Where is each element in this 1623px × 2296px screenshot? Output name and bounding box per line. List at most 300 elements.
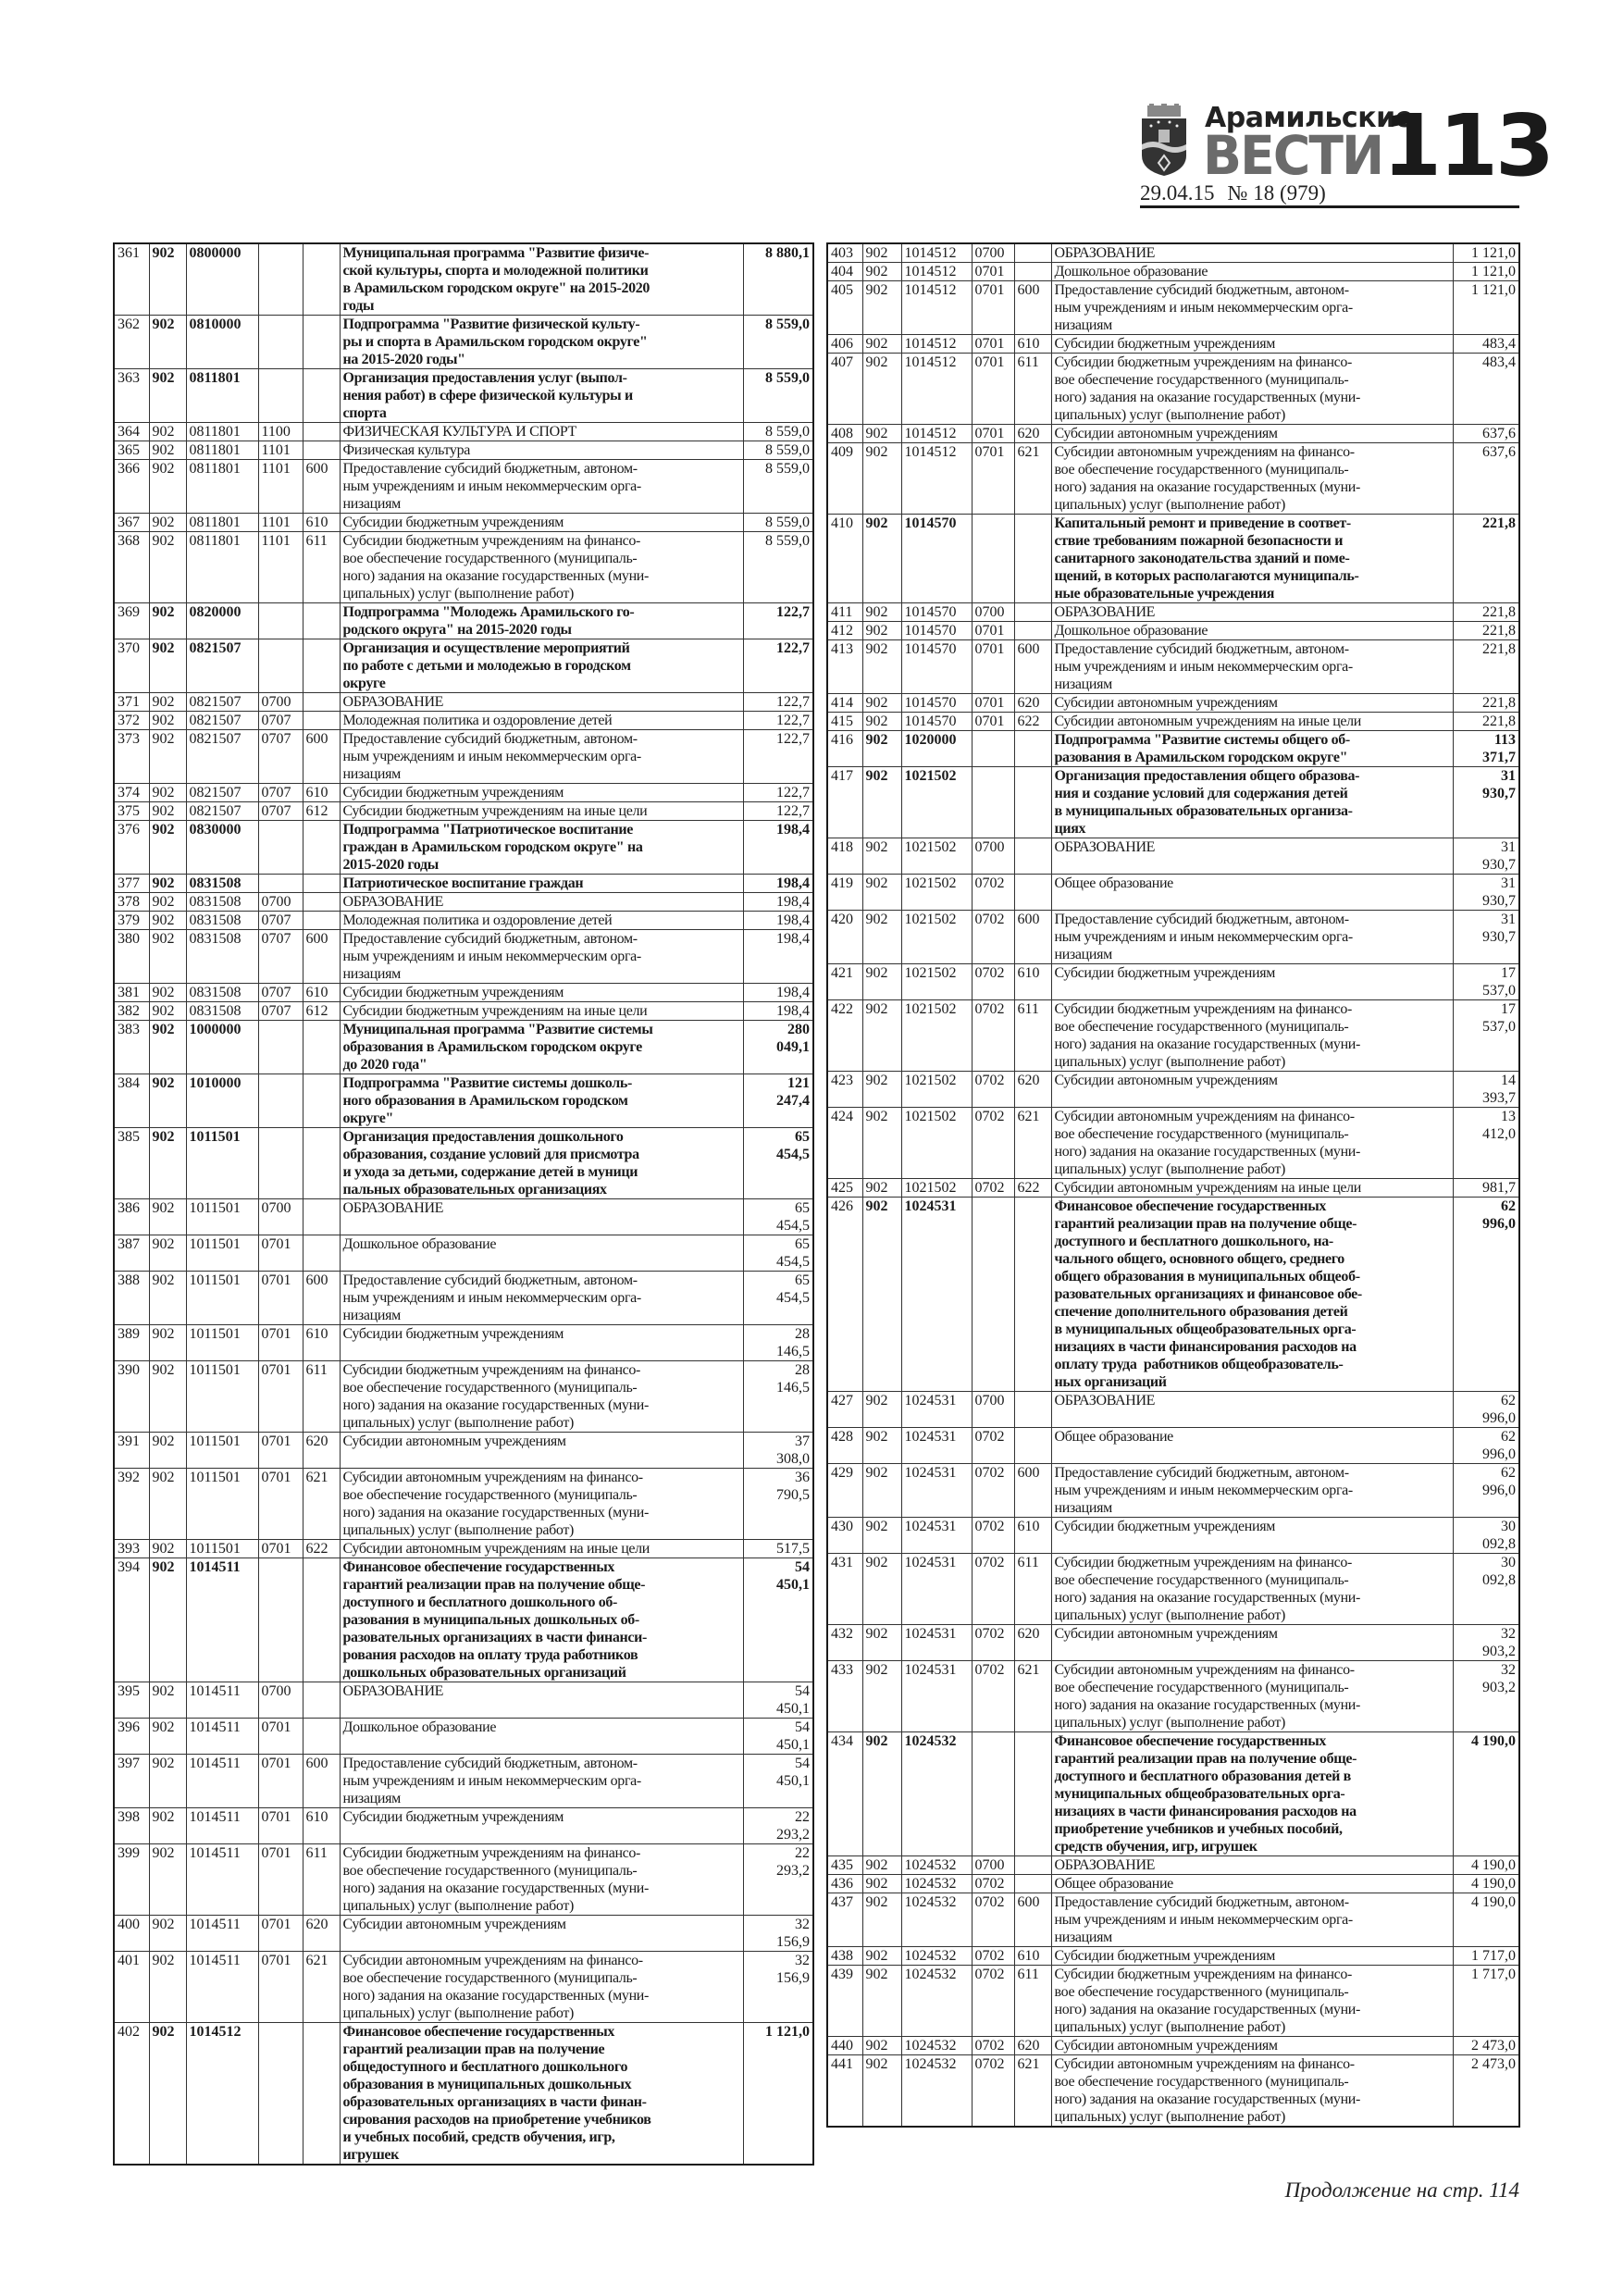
table-row — [114, 893, 813, 912]
target-code: 1011501 — [186, 1272, 258, 1325]
description: Организация предоставления дошкольного образования, создание условий для присмотра и ухода за детьми, содержание детей в муници пальных образовательных организациях — [340, 1128, 743, 1199]
table-row — [114, 802, 813, 821]
target-code: 1014512 — [901, 335, 972, 354]
expense-type — [1014, 1198, 1051, 1392]
section-code: 0701 — [258, 1469, 303, 1540]
admin-code: 902 — [862, 2055, 901, 2128]
amount: 22 293,2 — [743, 1808, 813, 1844]
row-number: 362 — [114, 316, 149, 369]
amount: 280 049,1 — [743, 1021, 813, 1074]
section-code — [972, 731, 1014, 767]
description: Субсидии автономным учреждениям на иные цели — [1051, 713, 1453, 731]
description: Муниципальная программа "Развитие системы образования в Арамильском городском округе до 2020 года" — [340, 1021, 743, 1074]
amount: 8 559,0 — [743, 423, 813, 441]
expense-type: 600 — [1014, 911, 1051, 964]
issue-info — [1140, 181, 1339, 205]
expense-type: 620 — [1014, 694, 1051, 713]
section-code: 0700 — [258, 1682, 303, 1719]
row-number: 422 — [827, 1000, 862, 1072]
row-number: 401 — [114, 1952, 149, 2023]
row-number: 424 — [827, 1108, 862, 1179]
expense-type: 621 — [1014, 1661, 1051, 1732]
description: ОБРАЗОВАНИЕ — [1051, 1856, 1453, 1875]
target-code: 0811801 — [186, 369, 258, 423]
target-code: 1021502 — [901, 911, 972, 964]
row-number: 368 — [114, 532, 149, 603]
target-code: 1021502 — [901, 767, 972, 838]
target-code: 1010000 — [186, 1074, 258, 1128]
amount: 1 121,0 — [1453, 281, 1519, 335]
expense-type: 620 — [1014, 425, 1051, 443]
table-row — [827, 1198, 1519, 1392]
amount: 17 537,0 — [1453, 1000, 1519, 1072]
row-number: 389 — [114, 1325, 149, 1361]
admin-code: 902 — [862, 1947, 901, 1966]
row-number: 426 — [827, 1198, 862, 1392]
admin-code: 902 — [149, 243, 186, 316]
target-code: 1021502 — [901, 964, 972, 1000]
table-row — [827, 964, 1519, 1000]
expense-type: 600 — [303, 730, 340, 784]
description: Субсидии бюджетным учреждениям — [1051, 1518, 1453, 1554]
table-row — [114, 730, 813, 784]
row-number: 436 — [827, 1875, 862, 1893]
section-code: 0702 — [972, 2055, 1014, 2128]
admin-code: 902 — [149, 460, 186, 514]
expense-type — [1014, 243, 1051, 263]
target-code: 1014570 — [901, 694, 972, 713]
target-code: 0821507 — [186, 802, 258, 821]
row-number: 369 — [114, 603, 149, 639]
admin-code: 902 — [862, 1464, 901, 1518]
admin-code: 902 — [149, 2023, 186, 2166]
amount: 36 790,5 — [743, 1469, 813, 1540]
description: Субсидии автономным учреждениям — [1051, 2037, 1453, 2055]
description: Субсидии автономным учреждениям на финансо- вое обеспечение государственного (муниципаль- ного) задания на оказание государственных (муни- ципальных) услуг (выполнение работ) — [340, 1469, 743, 1540]
section-code: 0707 — [258, 930, 303, 984]
target-code: 0831508 — [186, 984, 258, 1002]
row-number: 397 — [114, 1755, 149, 1808]
expense-type — [303, 693, 340, 712]
table-row — [827, 425, 1519, 443]
table-row — [827, 875, 1519, 911]
description: Субсидии автономным учреждениям — [340, 1916, 743, 1952]
target-code: 1024532 — [901, 1893, 972, 1947]
description: Организация предоставления общего образова- ния и создание условий для содержания детей в муниципальных образовательных организа- циях — [1051, 767, 1453, 838]
section-code: 0702 — [972, 1072, 1014, 1108]
section-code: 0702 — [972, 1518, 1014, 1554]
amount: 8 559,0 — [743, 514, 813, 532]
expense-type: 611 — [1014, 1554, 1051, 1625]
admin-code: 902 — [149, 1325, 186, 1361]
target-code: 0811801 — [186, 532, 258, 603]
table-row — [114, 532, 813, 603]
section-code: 0702 — [972, 875, 1014, 911]
row-number: 381 — [114, 984, 149, 1002]
amount: 30 092,8 — [1453, 1554, 1519, 1625]
row-number: 373 — [114, 730, 149, 784]
description: Подпрограмма "Развитие физической культу- ры и спорта в Арамильском городском округе" на 2015-2020 годы" — [340, 316, 743, 369]
row-number: 365 — [114, 441, 149, 460]
row-number: 417 — [827, 767, 862, 838]
issue-number: № 18 (979) — [1227, 181, 1326, 205]
amount: 65 454,5 — [743, 1235, 813, 1272]
admin-code: 902 — [149, 1916, 186, 1952]
table-row — [827, 1108, 1519, 1179]
admin-code: 902 — [862, 875, 901, 911]
row-number: 392 — [114, 1469, 149, 1540]
admin-code: 902 — [862, 243, 901, 263]
description: Субсидии автономным учреждениям — [1051, 425, 1453, 443]
table-row — [114, 460, 813, 514]
description: Субсидии автономным учреждениям на иные цели — [340, 1540, 743, 1558]
description: Субсидии бюджетным учреждениям на финансо- вое обеспечение государственного (муниципаль- ного) задания на оказание государственных (муни- ципальных) услуг (выполнение работ) — [1051, 1554, 1453, 1625]
row-number: 378 — [114, 893, 149, 912]
admin-code: 902 — [862, 1732, 901, 1856]
expense-type: 620 — [1014, 1625, 1051, 1661]
target-code: 1014512 — [901, 243, 972, 263]
row-number: 441 — [827, 2055, 862, 2128]
description: ОБРАЗОВАНИЕ — [1051, 603, 1453, 622]
amount: 122,7 — [743, 603, 813, 639]
row-number: 409 — [827, 443, 862, 515]
admin-code: 902 — [862, 603, 901, 622]
section-code: 0702 — [972, 2037, 1014, 2055]
amount: 54 450,1 — [743, 1755, 813, 1808]
table-row — [114, 1808, 813, 1844]
table-row — [827, 713, 1519, 731]
row-number: 440 — [827, 2037, 862, 2055]
newspaper-name-bottom: ВЕСТИ — [1203, 124, 1383, 187]
section-code: 0707 — [258, 984, 303, 1002]
section-code: 0701 — [972, 622, 1014, 640]
table-row — [114, 1952, 813, 2023]
row-number: 375 — [114, 802, 149, 821]
row-number: 419 — [827, 875, 862, 911]
admin-code: 902 — [149, 1361, 186, 1433]
expense-type: 600 — [1014, 1464, 1051, 1518]
amount: 221,8 — [1453, 640, 1519, 694]
section-code: 0701 — [972, 335, 1014, 354]
admin-code: 902 — [149, 1469, 186, 1540]
admin-code: 902 — [862, 1966, 901, 2037]
amount: 122,7 — [743, 802, 813, 821]
section-code — [258, 369, 303, 423]
row-number: 406 — [827, 335, 862, 354]
description: ОБРАЗОВАНИЕ — [340, 893, 743, 912]
row-number: 412 — [827, 622, 862, 640]
expense-type — [1014, 875, 1051, 911]
amount: 31 930,7 — [1453, 838, 1519, 875]
table-row — [114, 1361, 813, 1433]
table-row — [114, 912, 813, 930]
expense-type: 612 — [303, 1002, 340, 1021]
amount: 221,8 — [1453, 603, 1519, 622]
amount: 8 559,0 — [743, 369, 813, 423]
expense-type: 621 — [1014, 443, 1051, 515]
description: Предоставление субсидий бюджетным, автоном- ным учреждениям и иным некоммерческим орга- низациям — [1051, 281, 1453, 335]
admin-code: 902 — [862, 911, 901, 964]
admin-code: 902 — [149, 1272, 186, 1325]
coat-of-arms-icon — [1140, 104, 1188, 178]
section-code: 0701 — [258, 1433, 303, 1469]
row-number: 379 — [114, 912, 149, 930]
section-code: 0701 — [258, 1540, 303, 1558]
description: Субсидии бюджетным учреждениям — [340, 514, 743, 532]
target-code: 0821507 — [186, 712, 258, 730]
table-row — [114, 603, 813, 639]
target-code: 0821507 — [186, 639, 258, 693]
admin-code: 902 — [862, 1198, 901, 1392]
table-row — [827, 694, 1519, 713]
expense-type — [1014, 731, 1051, 767]
section-code: 0700 — [258, 893, 303, 912]
amount: 198,4 — [743, 912, 813, 930]
target-code: 1021502 — [901, 838, 972, 875]
row-number: 386 — [114, 1199, 149, 1235]
section-code: 0701 — [972, 443, 1014, 515]
row-number: 367 — [114, 514, 149, 532]
row-number: 416 — [827, 731, 862, 767]
amount: 221,8 — [1453, 515, 1519, 603]
admin-code: 902 — [149, 712, 186, 730]
admin-code: 902 — [149, 1433, 186, 1469]
table-row — [827, 1893, 1519, 1947]
table-row — [827, 1428, 1519, 1464]
section-code: 0700 — [972, 603, 1014, 622]
expense-type — [303, 912, 340, 930]
table-row — [827, 767, 1519, 838]
admin-code: 902 — [149, 1199, 186, 1235]
row-number: 407 — [827, 354, 862, 425]
admin-code: 902 — [862, 1856, 901, 1875]
description: Финансовое обеспечение государственных гарантий реализации прав на получение обще- доступного и бесплатного дошкольного об- разования в муниципальных дошкольных об- разовательных организациях в части финанси- рования расходов на оплату труда работников дошкольных образовательных организаций — [340, 1558, 743, 1682]
admin-code: 902 — [862, 713, 901, 731]
row-number: 414 — [827, 694, 862, 713]
amount: 4 190,0 — [1453, 1732, 1519, 1856]
description: Субсидии бюджетным учреждениям — [340, 1808, 743, 1844]
admin-code: 902 — [862, 1000, 901, 1072]
expense-type — [1014, 263, 1051, 281]
section-code — [258, 316, 303, 369]
expense-type — [303, 1128, 340, 1199]
table-row — [114, 423, 813, 441]
amount: 1 717,0 — [1453, 1966, 1519, 2037]
section-code: 0701 — [972, 354, 1014, 425]
description: Субсидии бюджетным учреждениям на финансо- вое обеспечение государственного (муниципаль- ного) задания на оказание государственных (муни- ципальных) услуг (выполнение работ) — [1051, 1000, 1453, 1072]
amount: 54 450,1 — [743, 1558, 813, 1682]
section-code: 0707 — [258, 730, 303, 784]
amount: 198,4 — [743, 875, 813, 893]
target-code: 1024532 — [901, 1732, 972, 1856]
section-code: 0701 — [258, 1916, 303, 1952]
admin-code: 902 — [862, 1554, 901, 1625]
admin-code: 902 — [149, 1074, 186, 1128]
admin-code: 902 — [149, 1021, 186, 1074]
expense-type — [303, 603, 340, 639]
section-code: 0701 — [972, 281, 1014, 335]
description: Субсидии бюджетным учреждениям — [340, 1325, 743, 1361]
section-code — [258, 1128, 303, 1199]
admin-code: 902 — [862, 640, 901, 694]
admin-code: 902 — [862, 622, 901, 640]
section-code: 1100 — [258, 423, 303, 441]
row-number: 361 — [114, 243, 149, 316]
section-code: 0707 — [258, 912, 303, 930]
description: Субсидии автономным учреждениям на финансо- вое обеспечение государственного (муниципаль- ного) задания на оказание государственных (муни- ципальных) услуг (выполнение работ) — [1051, 1661, 1453, 1732]
table-row — [827, 1732, 1519, 1856]
target-code: 1011501 — [186, 1469, 258, 1540]
description: Молодежная политика и оздоровление детей — [340, 912, 743, 930]
row-number: 380 — [114, 930, 149, 984]
amount: 65 454,5 — [743, 1128, 813, 1199]
table-row — [114, 1469, 813, 1540]
amount: 1 121,0 — [1453, 263, 1519, 281]
target-code: 1020000 — [901, 731, 972, 767]
table-row — [827, 354, 1519, 425]
expense-type: 611 — [303, 532, 340, 603]
description: Субсидии автономным учреждениям — [1051, 694, 1453, 713]
target-code: 1011501 — [186, 1235, 258, 1272]
table-row — [114, 1916, 813, 1952]
expense-type — [303, 639, 340, 693]
section-code: 1101 — [258, 441, 303, 460]
admin-code: 902 — [149, 821, 186, 875]
row-number: 427 — [827, 1392, 862, 1428]
table-row — [114, 369, 813, 423]
expense-type: 620 — [303, 1916, 340, 1952]
admin-code: 902 — [862, 1661, 901, 1732]
page-number: 113 — [1382, 96, 1553, 195]
section-code — [972, 515, 1014, 603]
description: Субсидии автономным учреждениям на иные цели — [1051, 1179, 1453, 1198]
table-row — [827, 1661, 1519, 1732]
section-code — [258, 1558, 303, 1682]
expense-type — [303, 1074, 340, 1128]
section-code: 0700 — [972, 838, 1014, 875]
expense-type: 610 — [303, 1808, 340, 1844]
target-code: 1014512 — [901, 354, 972, 425]
target-code: 1024531 — [901, 1392, 972, 1428]
description: Субсидии бюджетным учреждениям — [1051, 1947, 1453, 1966]
section-code: 1101 — [258, 514, 303, 532]
target-code: 1021502 — [901, 1072, 972, 1108]
target-code: 0800000 — [186, 243, 258, 316]
expense-type — [303, 1682, 340, 1719]
admin-code: 902 — [862, 731, 901, 767]
section-code: 0702 — [972, 1000, 1014, 1072]
table-row — [114, 875, 813, 893]
masthead — [1140, 96, 1553, 207]
amount: 1 717,0 — [1453, 1947, 1519, 1966]
expense-type: 610 — [303, 514, 340, 532]
amount: 32 903,2 — [1453, 1661, 1519, 1732]
table-row — [114, 1272, 813, 1325]
target-code: 1011501 — [186, 1361, 258, 1433]
expense-type: 620 — [1014, 1072, 1051, 1108]
description: Финансовое обеспечение государственных гарантий реализации прав на получение общедоступного и бесплатного дошкольного образования в муниципальных дошкольных образовательных организациях в части финан- сирования расходов на приобретение учебников и учебных пособий, средств обучения, игр, игрушек — [340, 2023, 743, 2166]
expense-type: 622 — [1014, 1179, 1051, 1198]
target-code: 0810000 — [186, 316, 258, 369]
amount: 17 537,0 — [1453, 964, 1519, 1000]
description: Финансовое обеспечение государственных гарантий реализации прав на получение обще- доступного и бесплатного образования детей в муниципальных общеобразовательных орга- низациях в части финансирования расходов на приобретение учебников и учебных пособий, средств обучения, игр, игрушек — [1051, 1732, 1453, 1856]
target-code: 1014511 — [186, 1719, 258, 1755]
amount: 517,5 — [743, 1540, 813, 1558]
amount: 483,4 — [1453, 354, 1519, 425]
row-number: 398 — [114, 1808, 149, 1844]
admin-code: 902 — [862, 263, 901, 281]
expense-type: 610 — [303, 1325, 340, 1361]
row-number: 411 — [827, 603, 862, 622]
description: Молодежная политика и оздоровление детей — [340, 712, 743, 730]
amount: 8 559,0 — [743, 316, 813, 369]
admin-code: 902 — [149, 1808, 186, 1844]
table-row — [114, 984, 813, 1002]
row-number: 434 — [827, 1732, 862, 1856]
table-row — [827, 2037, 1519, 2055]
section-code: 0702 — [972, 1966, 1014, 2037]
expense-type: 620 — [303, 1433, 340, 1469]
section-code: 0702 — [972, 964, 1014, 1000]
expense-type: 611 — [1014, 1966, 1051, 2037]
amount: 54 450,1 — [743, 1682, 813, 1719]
target-code: 1014512 — [186, 2023, 258, 2166]
section-code: 0701 — [972, 713, 1014, 731]
section-code: 0702 — [972, 1625, 1014, 1661]
admin-code: 902 — [862, 281, 901, 335]
section-code: 0702 — [972, 1661, 1014, 1732]
description: Подпрограмма "Развитие системы общего об- разования в Арамильском городском округе" — [1051, 731, 1453, 767]
admin-code: 902 — [862, 443, 901, 515]
row-number: 393 — [114, 1540, 149, 1558]
description: Субсидии автономным учреждениям на финансо- вое обеспечение государственного (муниципаль- ного) задания на оказание государственных (муни- ципальных) услуг (выполнение работ) — [340, 1952, 743, 2023]
row-number: 421 — [827, 964, 862, 1000]
table-row — [827, 1554, 1519, 1625]
section-code — [258, 639, 303, 693]
description: Предоставление субсидий бюджетным, автоном- ным учреждениям и иным некоммерческим орга- низациям — [340, 1755, 743, 1808]
description: Субсидии бюджетным учреждениям — [340, 984, 743, 1002]
section-code: 0702 — [972, 1464, 1014, 1518]
target-code: 1024532 — [901, 2037, 972, 2055]
target-code: 0811801 — [186, 441, 258, 460]
target-code: 1011501 — [186, 1433, 258, 1469]
row-number: 382 — [114, 1002, 149, 1021]
target-code: 1024531 — [901, 1661, 972, 1732]
target-code: 0820000 — [186, 603, 258, 639]
section-code: 0700 — [258, 693, 303, 712]
target-code: 1024532 — [901, 1875, 972, 1893]
row-number: 403 — [827, 243, 862, 263]
expense-type: 610 — [303, 984, 340, 1002]
amount: 198,4 — [743, 1002, 813, 1021]
target-code: 1021502 — [901, 875, 972, 911]
row-number: 391 — [114, 1433, 149, 1469]
expense-type: 611 — [1014, 354, 1051, 425]
expense-type: 612 — [303, 802, 340, 821]
section-code: 0701 — [972, 263, 1014, 281]
target-code: 1021502 — [901, 1179, 972, 1198]
table-row — [827, 1875, 1519, 1893]
admin-code: 902 — [149, 1755, 186, 1808]
amount: 4 190,0 — [1453, 1856, 1519, 1875]
table-row — [114, 693, 813, 712]
section-code — [258, 821, 303, 875]
row-number: 425 — [827, 1179, 862, 1198]
admin-code: 902 — [149, 639, 186, 693]
section-code: 0700 — [258, 1199, 303, 1235]
row-number: 437 — [827, 1893, 862, 1947]
description: ОБРАЗОВАНИЕ — [1051, 243, 1453, 263]
